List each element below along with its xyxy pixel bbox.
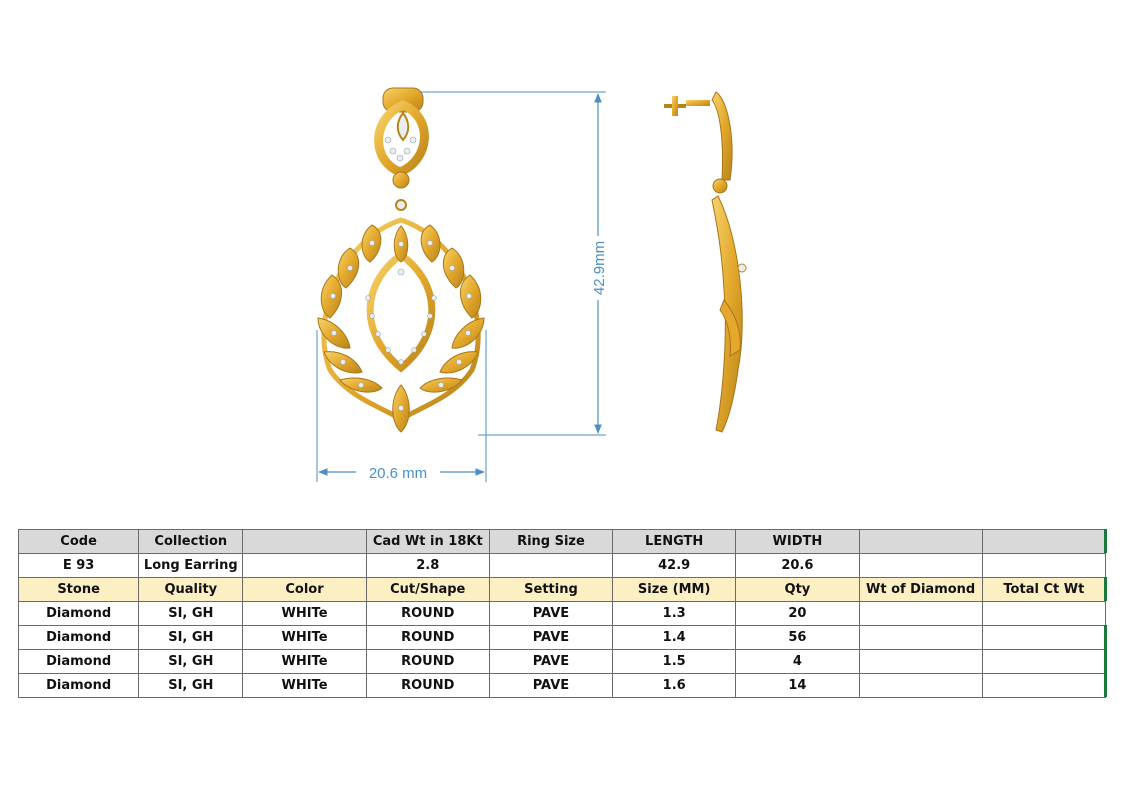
table-cell: Diamond bbox=[19, 674, 139, 698]
table-cell: ROUND bbox=[366, 602, 489, 626]
header-cell: Cad Wt in 18Kt bbox=[366, 530, 489, 554]
table-cell bbox=[859, 650, 982, 674]
table-cell: Diamond bbox=[19, 626, 139, 650]
header-cell: WIDTH bbox=[736, 530, 859, 554]
table-cell: WHITe bbox=[243, 674, 366, 698]
table-cell bbox=[982, 602, 1105, 626]
table-cell: 20.6 bbox=[736, 554, 859, 578]
table-cell: 56 bbox=[736, 626, 859, 650]
table-cell: 1.5 bbox=[613, 650, 736, 674]
earring-side-view bbox=[664, 92, 746, 432]
table-row bbox=[19, 674, 1106, 698]
table-cell: WHITe bbox=[243, 626, 366, 650]
table-edge-marker bbox=[1104, 529, 1107, 553]
table-cell: SI, GH bbox=[139, 602, 243, 626]
table-cell: ROUND bbox=[366, 674, 489, 698]
table-cell bbox=[859, 674, 982, 698]
table-cell: Long Earring bbox=[139, 554, 243, 578]
header-cell bbox=[243, 530, 366, 554]
header-cell: Ring Size bbox=[489, 530, 612, 554]
header-cell: Setting bbox=[489, 578, 612, 602]
table-row bbox=[19, 626, 1106, 650]
table-row bbox=[19, 554, 1106, 578]
table-cell: SI, GH bbox=[139, 626, 243, 650]
spec-table bbox=[18, 529, 1106, 698]
header-cell: Collection bbox=[139, 530, 243, 554]
table-cell bbox=[982, 626, 1105, 650]
header-cell: LENGTH bbox=[613, 530, 736, 554]
width-label: 20.6 mm bbox=[368, 465, 428, 482]
header-cell: Code bbox=[19, 530, 139, 554]
earring-front-view bbox=[318, 88, 484, 432]
header-cell bbox=[859, 530, 982, 554]
header-cell: Quality bbox=[139, 578, 243, 602]
table-cell: 1.4 bbox=[613, 626, 736, 650]
table-cell: PAVE bbox=[489, 602, 612, 626]
table-cell: 1.6 bbox=[613, 674, 736, 698]
table-cell bbox=[982, 650, 1105, 674]
table-cell: 1.3 bbox=[613, 602, 736, 626]
table-cell bbox=[859, 626, 982, 650]
length-label: 42.9mm bbox=[591, 240, 608, 296]
header-cell bbox=[982, 530, 1105, 554]
table-cell: WHITe bbox=[243, 602, 366, 626]
table-cell: PAVE bbox=[489, 626, 612, 650]
table-cell bbox=[489, 554, 612, 578]
table-cell: 2.8 bbox=[366, 554, 489, 578]
table-cell bbox=[243, 554, 366, 578]
table-row bbox=[19, 602, 1106, 626]
table-cell: 4 bbox=[736, 650, 859, 674]
table-header-row bbox=[19, 530, 1106, 554]
header-cell: Total Ct Wt bbox=[982, 578, 1105, 602]
table-cell bbox=[982, 554, 1105, 578]
header-cell: Wt of Diamond bbox=[859, 578, 982, 602]
table-cell: ROUND bbox=[366, 626, 489, 650]
table-cell: Diamond bbox=[19, 602, 139, 626]
table-cell bbox=[859, 554, 982, 578]
table-cell bbox=[859, 602, 982, 626]
table-cell: 20 bbox=[736, 602, 859, 626]
table-cell: PAVE bbox=[489, 650, 612, 674]
table-edge-marker bbox=[1104, 625, 1107, 697]
table-cell: PAVE bbox=[489, 674, 612, 698]
table-row bbox=[19, 650, 1106, 674]
stone-header-row bbox=[19, 578, 1106, 602]
header-cell: Size (MM) bbox=[613, 578, 736, 602]
header-cell: Cut/Shape bbox=[366, 578, 489, 602]
table-edge-marker bbox=[1104, 577, 1107, 601]
table-cell: 14 bbox=[736, 674, 859, 698]
table-cell: SI, GH bbox=[139, 650, 243, 674]
table-cell: SI, GH bbox=[139, 674, 243, 698]
header-cell: Qty bbox=[736, 578, 859, 602]
wreath-leaves bbox=[318, 225, 484, 432]
table-cell: ROUND bbox=[366, 650, 489, 674]
header-cell: Stone bbox=[19, 578, 139, 602]
table-cell: WHITe bbox=[243, 650, 366, 674]
table-cell: Diamond bbox=[19, 650, 139, 674]
table-cell: 42.9 bbox=[613, 554, 736, 578]
table-cell bbox=[982, 674, 1105, 698]
table-cell: E 93 bbox=[19, 554, 139, 578]
header-cell: Color bbox=[243, 578, 366, 602]
